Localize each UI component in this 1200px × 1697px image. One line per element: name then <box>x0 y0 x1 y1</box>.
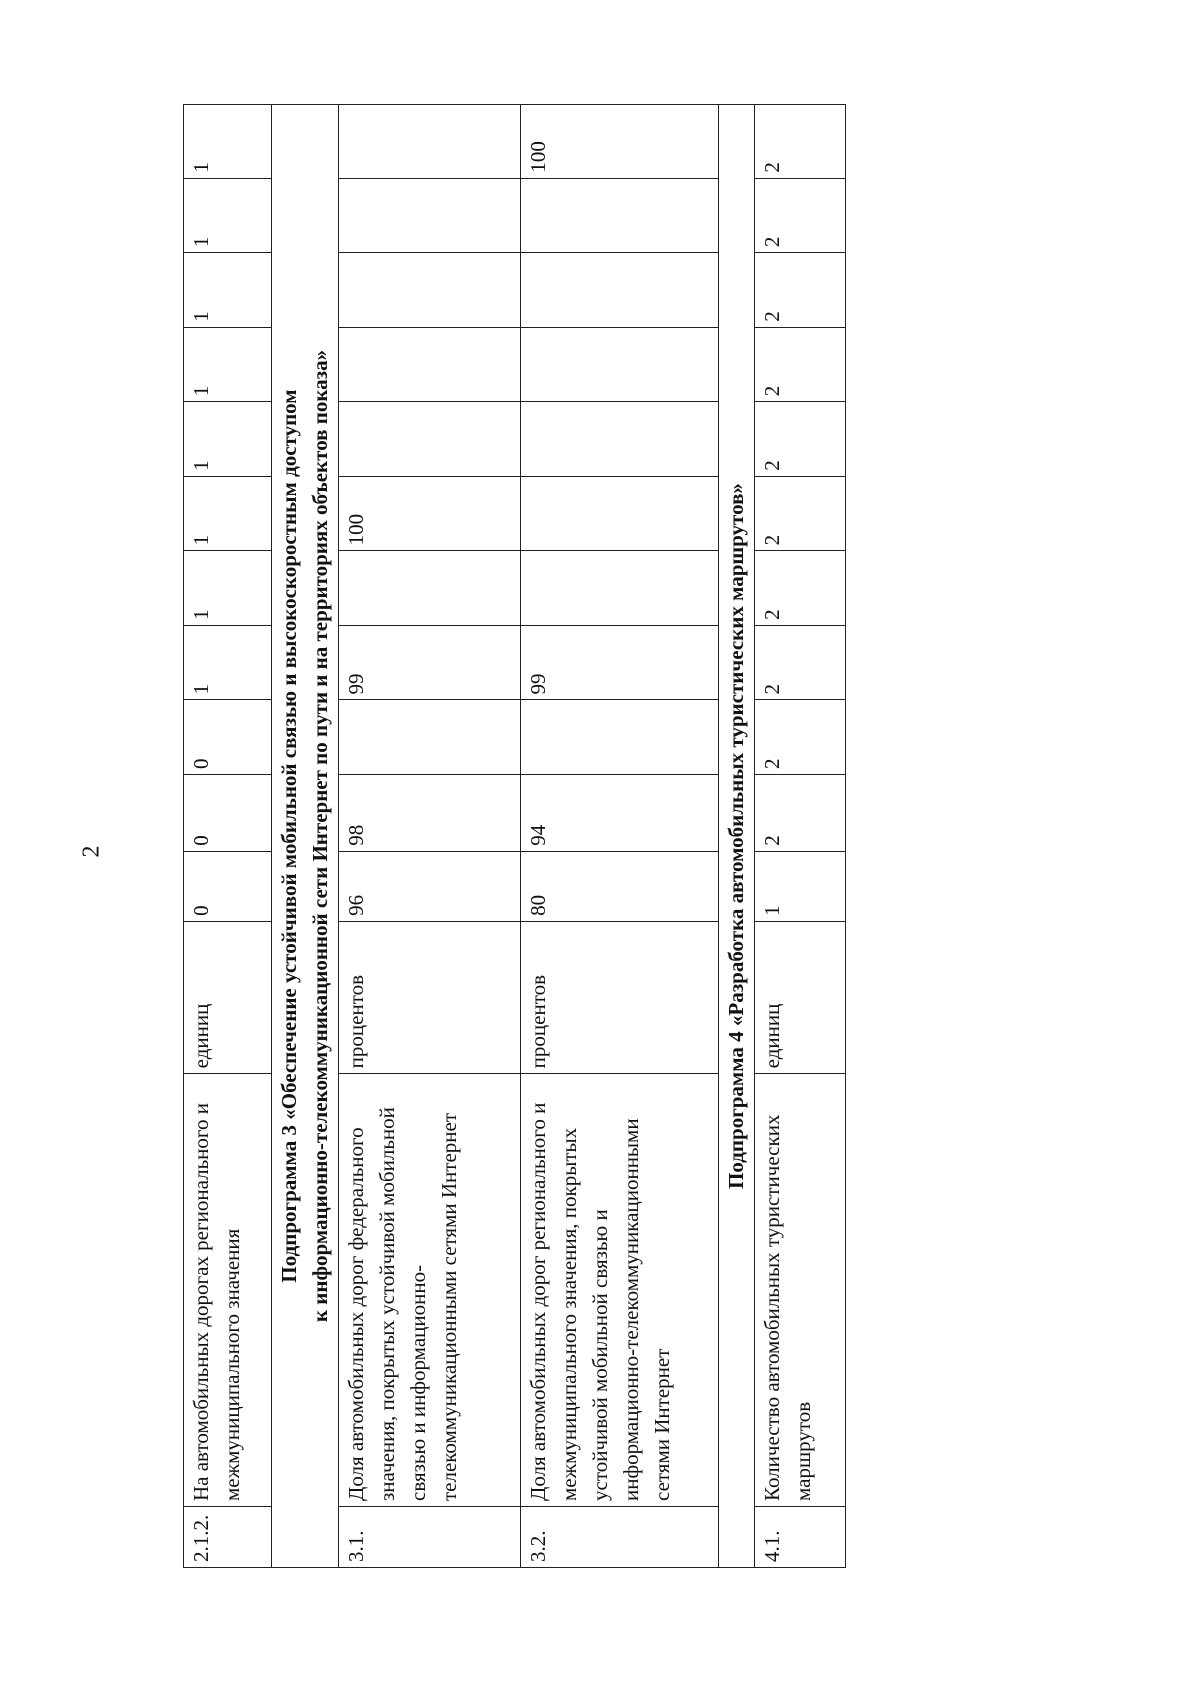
indicator-name: Доля автомобильных дорог регионального и межмуниципального значения, покрытых устойчивой мобильной связью и информационно-телекоммуникационными сетями Интернет <box>521 1074 719 1507</box>
indicator-name: Количество автомобильных туристических маршрутов <box>755 1074 846 1507</box>
value-cell <box>339 700 521 775</box>
value-cell: 1 <box>184 253 272 328</box>
rotated-table-container <box>183 104 838 1568</box>
value-cell <box>521 700 719 775</box>
value-cell: 2 <box>755 551 846 626</box>
unit-cell: процентов <box>339 921 521 1074</box>
value-cell: 100 <box>339 476 521 551</box>
unit-cell: единиц <box>184 921 272 1074</box>
value-cell: 2 <box>755 774 846 851</box>
value-cell <box>521 178 719 253</box>
value-cell: 98 <box>339 774 521 851</box>
value-cell: 80 <box>521 851 719 921</box>
section-row <box>719 105 755 1568</box>
value-cell: 2 <box>755 700 846 775</box>
section-row <box>272 105 339 1568</box>
value-cell: 94 <box>521 774 719 851</box>
value-cell: 99 <box>521 625 719 700</box>
value-cell <box>521 551 719 626</box>
value-cell <box>339 402 521 477</box>
subprogram-3-heading <box>272 105 339 1568</box>
table-row <box>339 105 521 1568</box>
value-cell: 99 <box>339 625 521 700</box>
value-cell: 1 <box>184 327 272 402</box>
value-cell: 2 <box>755 476 846 551</box>
value-cell: 2 <box>755 327 846 402</box>
value-cell: 2 <box>755 178 846 253</box>
value-cell <box>339 253 521 328</box>
value-cell: 1 <box>184 476 272 551</box>
subprogram-4-line-1: Подпрограмма 4 «Разработка автомобильных туристических маршрутов» <box>724 483 748 1189</box>
value-cell: 100 <box>521 105 719 179</box>
page-number: 2 <box>78 845 105 858</box>
unit-cell: единиц <box>755 921 846 1074</box>
subprogram-3-line-2: к информационно-телекоммуникационной сети Интернет по пути и на территориях объектов показа» <box>308 349 332 1323</box>
value-cell: 2 <box>755 253 846 328</box>
row-number: 2.1.2. <box>184 1507 272 1568</box>
value-cell <box>521 253 719 328</box>
indicator-name: Доля автомобильных дорог федерального значения, покрытых устойчивой мобильной связью и информационно-телекоммуникационными сетями Интернет <box>339 1074 521 1507</box>
value-cell <box>339 551 521 626</box>
subprogram-4-heading <box>719 105 755 1568</box>
value-cell <box>339 327 521 402</box>
value-cell: 0 <box>184 700 272 775</box>
subprogram-3-line-1: Подпрограмма 3 «Обеспечение устойчивой мобильной связью и высокоскоростным доступом <box>277 389 301 1283</box>
value-cell <box>521 327 719 402</box>
value-cell: 1 <box>184 105 272 179</box>
indicators-table <box>183 104 846 1568</box>
value-cell <box>339 178 521 253</box>
value-cell: 96 <box>339 851 521 921</box>
unit-cell: процентов <box>521 921 719 1074</box>
value-cell: 2 <box>755 105 846 179</box>
value-cell: 1 <box>184 402 272 477</box>
value-cell: 1 <box>184 178 272 253</box>
value-cell: 1 <box>755 851 846 921</box>
row-number: 3.2. <box>521 1507 719 1568</box>
table-row <box>521 105 719 1568</box>
value-cell: 0 <box>184 774 272 851</box>
table-row <box>184 105 272 1568</box>
value-cell: 2 <box>755 625 846 700</box>
row-number: 3.1. <box>339 1507 521 1568</box>
value-cell: 1 <box>184 551 272 626</box>
row-number: 4.1. <box>755 1507 846 1568</box>
value-cell: 2 <box>755 402 846 477</box>
value-cell <box>339 105 521 179</box>
indicator-name: На автомобильных дорогах регионального и межмуниципального значения <box>184 1074 272 1507</box>
table-row <box>755 105 846 1568</box>
value-cell <box>521 402 719 477</box>
value-cell: 1 <box>184 625 272 700</box>
value-cell <box>521 476 719 551</box>
value-cell: 0 <box>184 851 272 921</box>
